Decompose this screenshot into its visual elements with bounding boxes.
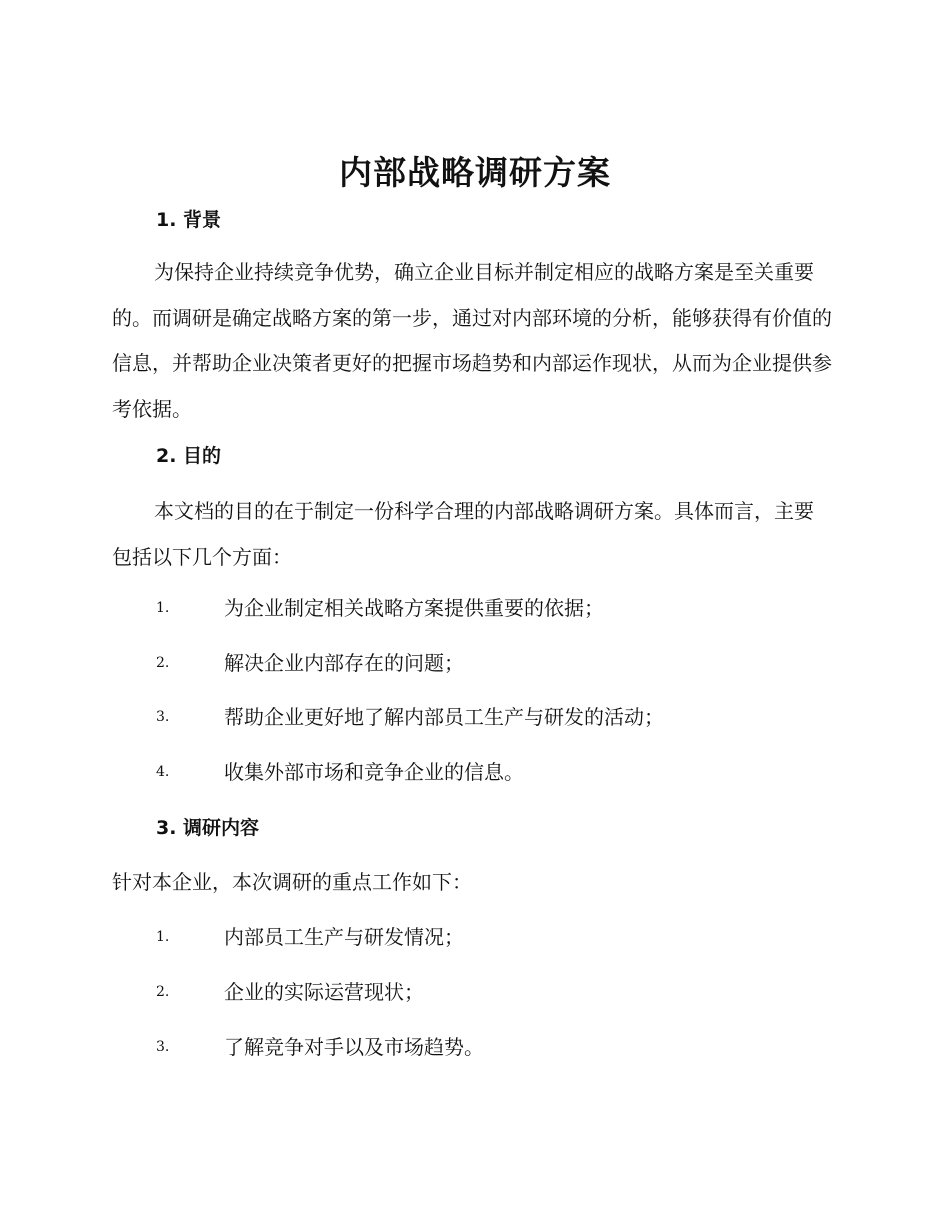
list-item-text: 解决企业内部存在的问题； bbox=[224, 651, 464, 675]
list-item bbox=[156, 701, 836, 733]
list-item-text: 了解竞争对手以及市场趋势。 bbox=[224, 1035, 484, 1059]
list-item-number: 4. bbox=[156, 764, 170, 780]
section-paragraph-purpose: 本文档的目的在于制定一份科学合理的内部战略调研方案。具体而言，主要包括以下几个方面： bbox=[112, 499, 814, 569]
section-paragraph-background: 为保持企业持续竞争优势，确立企业目标并制定相应的战略方案是至关重要的。而调研是确定战略方案的第一步，通过对内部环境的分析，能够获得有价值的信息，并帮助企业决策者更好的把握市场趋势和内部运作现状，从而为企业提供参考依据。 bbox=[112, 260, 832, 421]
section-heading-background: 1. 背景 bbox=[156, 209, 222, 231]
list-item-text: 收集外部市场和竞争企业的信息。 bbox=[224, 760, 524, 784]
list-item-text: 内部员工生产与研发情况； bbox=[224, 925, 464, 949]
list-item bbox=[156, 976, 836, 1008]
list-item-number: 1. bbox=[156, 929, 170, 945]
list-item-number: 2. bbox=[156, 655, 170, 671]
list-item bbox=[156, 1031, 836, 1063]
page-title: 内部战略调研方案 bbox=[339, 153, 611, 192]
list-item-number: 2. bbox=[156, 984, 170, 1000]
list-item bbox=[156, 592, 836, 624]
list-item bbox=[156, 647, 836, 679]
list-item-number: 3. bbox=[156, 709, 170, 725]
section-heading-purpose: 2. 目的 bbox=[156, 445, 222, 467]
list-item bbox=[156, 921, 836, 953]
list-item-text: 为企业制定相关战略方案提供重要的依据； bbox=[224, 596, 604, 620]
list-item-number: 3. bbox=[156, 1039, 170, 1055]
section-heading-content: 3. 调研内容 bbox=[156, 817, 260, 839]
list-item-text: 企业的实际运营现状； bbox=[224, 980, 424, 1004]
list-item bbox=[156, 756, 836, 788]
list-item-text: 帮助企业更好地了解内部员工生产与研发的活动； bbox=[224, 705, 664, 729]
list-item-number: 1. bbox=[156, 600, 170, 616]
section-paragraph-content: 针对本企业，本次调研的重点工作如下： bbox=[112, 870, 472, 894]
